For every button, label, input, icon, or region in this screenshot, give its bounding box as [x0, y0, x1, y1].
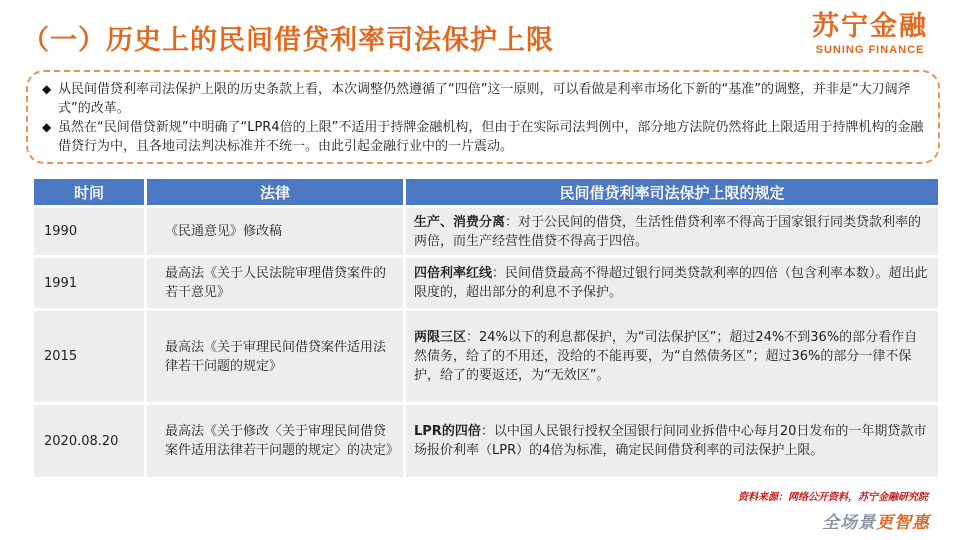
table-row [34, 208, 938, 255]
logo-en: SUNING FINANCE [815, 44, 925, 56]
suning-finance-logo [812, 12, 928, 56]
source-note: 资料来源：网络公开资料，苏宁金融研究院 [738, 492, 928, 503]
intro-text: 虽然在“民间借贷新规”中明确了“LPR4倍的上限”不适用于持牌金融机构，但由于在实际司法判例中，部分地方法院仍然将此上限适用于持牌机构的金融借贷行为中，且各地司法判决标准并不统一。由此引起金融行业中的一片震动。 [58, 120, 924, 154]
rate-cap-history-table [34, 176, 938, 480]
cell-time: 2015 [34, 311, 144, 402]
table-row [34, 258, 938, 308]
cell-time: 2020.08.20 [34, 405, 144, 477]
logo-cn: 苏宁金融 [812, 11, 928, 42]
table-header-row [34, 179, 938, 205]
rule-text: ：24%以下的利息都保护，为“司法保护区”；超过24%不到36%的部分看作自然债务，给了的不用还，没给的不能再要，为“自然债务区”；超过36%的部分一律不保护，给了的要返还，为“无效区”。 [414, 330, 918, 383]
intro-text: 从民间借贷利率司法保护上限的历史条款上看，本次调整仍然遵循了“四倍”这一原则，可以看做是利率市场化下新的“基准”的调整，并非是“大刀阔斧式”的改革。 [58, 82, 911, 116]
brand-slogan [822, 508, 930, 533]
header-law: 法律 [144, 179, 403, 205]
header-rule: 民间借贷利率司法保护上限的规定 [403, 179, 938, 205]
rule-keyword: 两限三区 [414, 330, 467, 345]
rule-text: ：以中国人民银行授权全国银行间同业拆借中心每月20日发布的一年期贷款市场报价利率（LPR）的4倍为标准，确定民间借贷利率的司法保护上限。 [414, 424, 927, 458]
intro-box [26, 70, 940, 164]
cell-law: 最高法《关于修改〈关于审理民间借贷案件适用法律若干问题的规定〉的决定》 [144, 405, 403, 477]
cell-law: 《民通意见》修改稿 [144, 208, 403, 255]
rule-keyword: LPR的四倍 [414, 424, 481, 439]
intro-item [42, 80, 926, 118]
cell-rule [403, 208, 938, 255]
rule-text: ：对于公民间的借贷，生活性借贷利率不得高于国家银行同类贷款利率的两倍，而生产经营性借贷不得高于四倍。 [414, 214, 922, 249]
cell-rule [403, 405, 938, 477]
rule-keyword: 生产、消费分离 [414, 214, 506, 230]
table-row [34, 311, 938, 402]
cell-rule [403, 258, 938, 308]
page-title: （一）历史上的民间借贷利率司法保护上限 [22, 25, 554, 56]
table-row [34, 405, 938, 477]
intro-item [42, 118, 926, 156]
cell-law: 最高法《关于审理民间借贷案件适用法律若干问题的规定》 [144, 311, 403, 402]
cell-time: 1991 [34, 258, 144, 308]
cell-time: 1990 [34, 208, 144, 255]
rule-text: ：民间借贷最高不得超过银行同类贷款利率的四倍（包含利率本数）。超出此限度的，超出部分的利息不予保护。 [414, 266, 928, 300]
diamond-bullet-icon: ◆ [42, 82, 52, 96]
diamond-bullet-icon: ◆ [42, 120, 52, 134]
slogan-part1: 全场景 [822, 513, 876, 533]
rule-keyword: 四倍利率红线 [414, 266, 493, 281]
cell-rule [403, 311, 938, 402]
cell-law: 最高法《关于人民法院审理借贷案件的若干意见》 [144, 258, 403, 308]
header-time: 时间 [34, 179, 144, 205]
slogan-part2: 更智惠 [876, 513, 930, 533]
